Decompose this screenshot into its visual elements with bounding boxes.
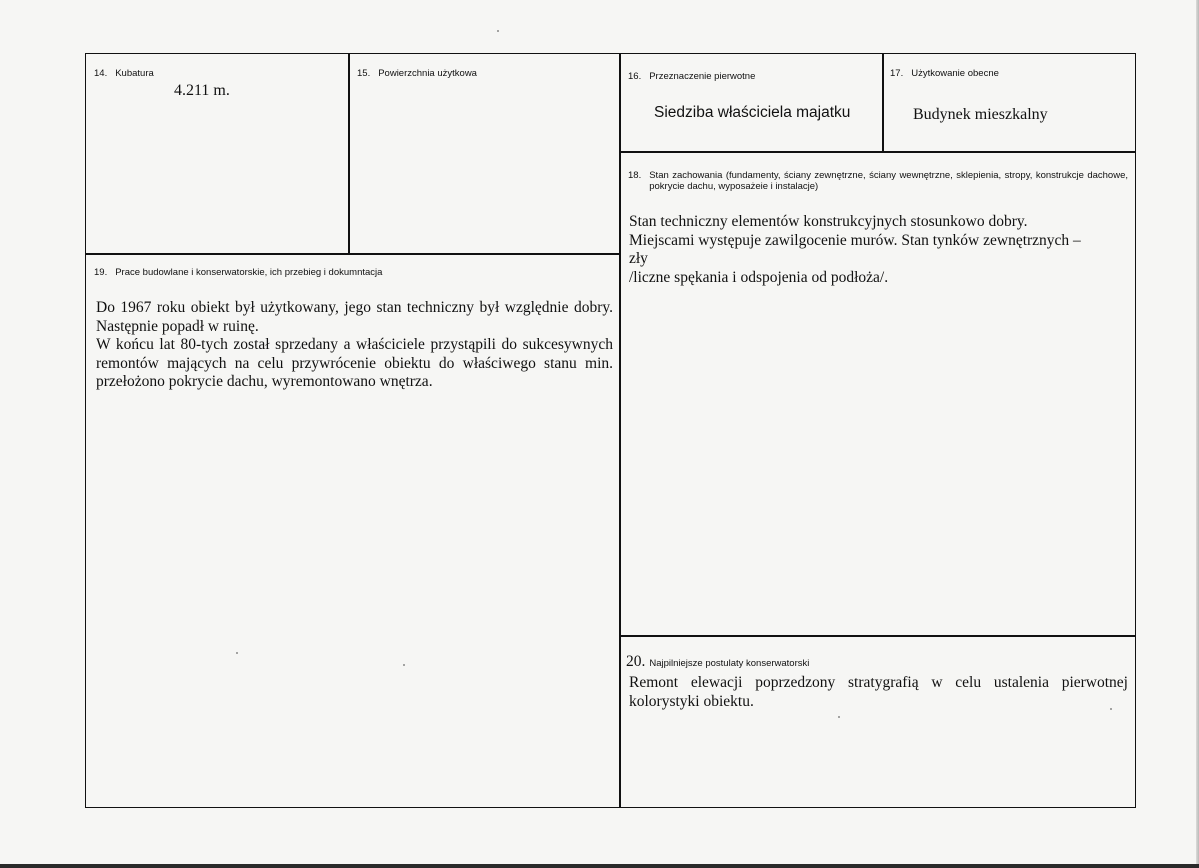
field-stan-zachowania-label: 18. Stan zachowania (fundamenty, ściany zewnętrzne, ściany wewnętrzne, sklepienia, stropy, konstrukcje dachowe, pokrycie dachu, wyposażeie i instalacje) — [628, 170, 1128, 192]
divider-left-right — [619, 53, 621, 808]
field-przeznaczenie-pierwotne-label: 16. Przeznaczenie pierwotne — [628, 71, 756, 82]
scan-speck — [403, 664, 405, 666]
stan-zachowania-line-1: Stan techniczny elementów konstrukcyjnych stosunkowo dobry. — [629, 213, 1028, 230]
divider-16-18 — [619, 151, 1136, 153]
scan-speck — [236, 652, 238, 654]
divider-16-17 — [882, 53, 884, 152]
postulaty-paragraph: Remont elewacji poprzedzony stratygrafią w celu ustalenia pierwotnej kolorystyki obiektu. — [629, 674, 1128, 710]
stan-zachowania-line-3: /liczne spękania i odspojenia od podłoża/. — [629, 268, 889, 286]
scan-edge-bottom — [0, 864, 1199, 868]
divider-14-15 — [348, 53, 350, 254]
field-uzytkowanie-obecne-label: 17. Użytkowanie obecne — [890, 68, 999, 79]
field-prace-budowlane-label: 19. Prace budowlane i konserwatorskie, ich przebieg i dokumntacja — [94, 267, 383, 278]
scan-speck — [1110, 708, 1112, 710]
field-przeznaczenie-pierwotne-value: Siedziba właściciela majatku — [654, 104, 851, 121]
field-stan-zachowania-text — [629, 213, 1099, 287]
prace-paragraph-2: W końcu lat 80-tych został sprzedany a właściciele przystąpili do sukcesywnych remontów mających na celu przywrócenie obiektu do właściwego stanu min. przełożono pokrycie dachu, wyremontowano wnętrza. — [96, 336, 613, 390]
field-kubatura-label: 14. Kubatura — [94, 68, 154, 79]
field-kubatura-value: 4.211 m. — [174, 82, 230, 99]
field-postulaty-text — [629, 674, 1128, 711]
field-prace-budowlane-text — [96, 299, 613, 392]
field-postulaty-label: 20. Najpilniejsze postulaty konserwatorski — [626, 653, 810, 670]
stan-zachowania-line-2: Miejscami występuje zawilgocenie murów. Stan tynków zewnętrznych – zły — [629, 231, 1081, 267]
field-powierzchnia — [357, 68, 612, 79]
scan-speck — [838, 716, 840, 718]
field-przeznaczenie-pierwotne — [628, 71, 878, 82]
prace-paragraph-1: Do 1967 roku obiekt był użytkowany, jego stan techniczny był względnie dobry. Następnie popadł w ruinę. — [96, 299, 613, 335]
divider-18-20 — [619, 635, 1136, 637]
field-kubatura — [94, 68, 344, 79]
scan-speck — [497, 30, 499, 32]
field-uzytkowanie-obecne-value: Budynek mieszkalny — [913, 106, 1048, 123]
field-powierzchnia-label: 15. Powierzchnia użytkowa — [357, 68, 477, 79]
field-prace-budowlane — [94, 267, 614, 278]
field-stan-zachowania — [628, 170, 1128, 192]
field-uzytkowanie-obecne — [890, 68, 1130, 79]
field-postulaty — [626, 653, 1126, 670]
divider-top-left-bottom — [85, 253, 620, 255]
